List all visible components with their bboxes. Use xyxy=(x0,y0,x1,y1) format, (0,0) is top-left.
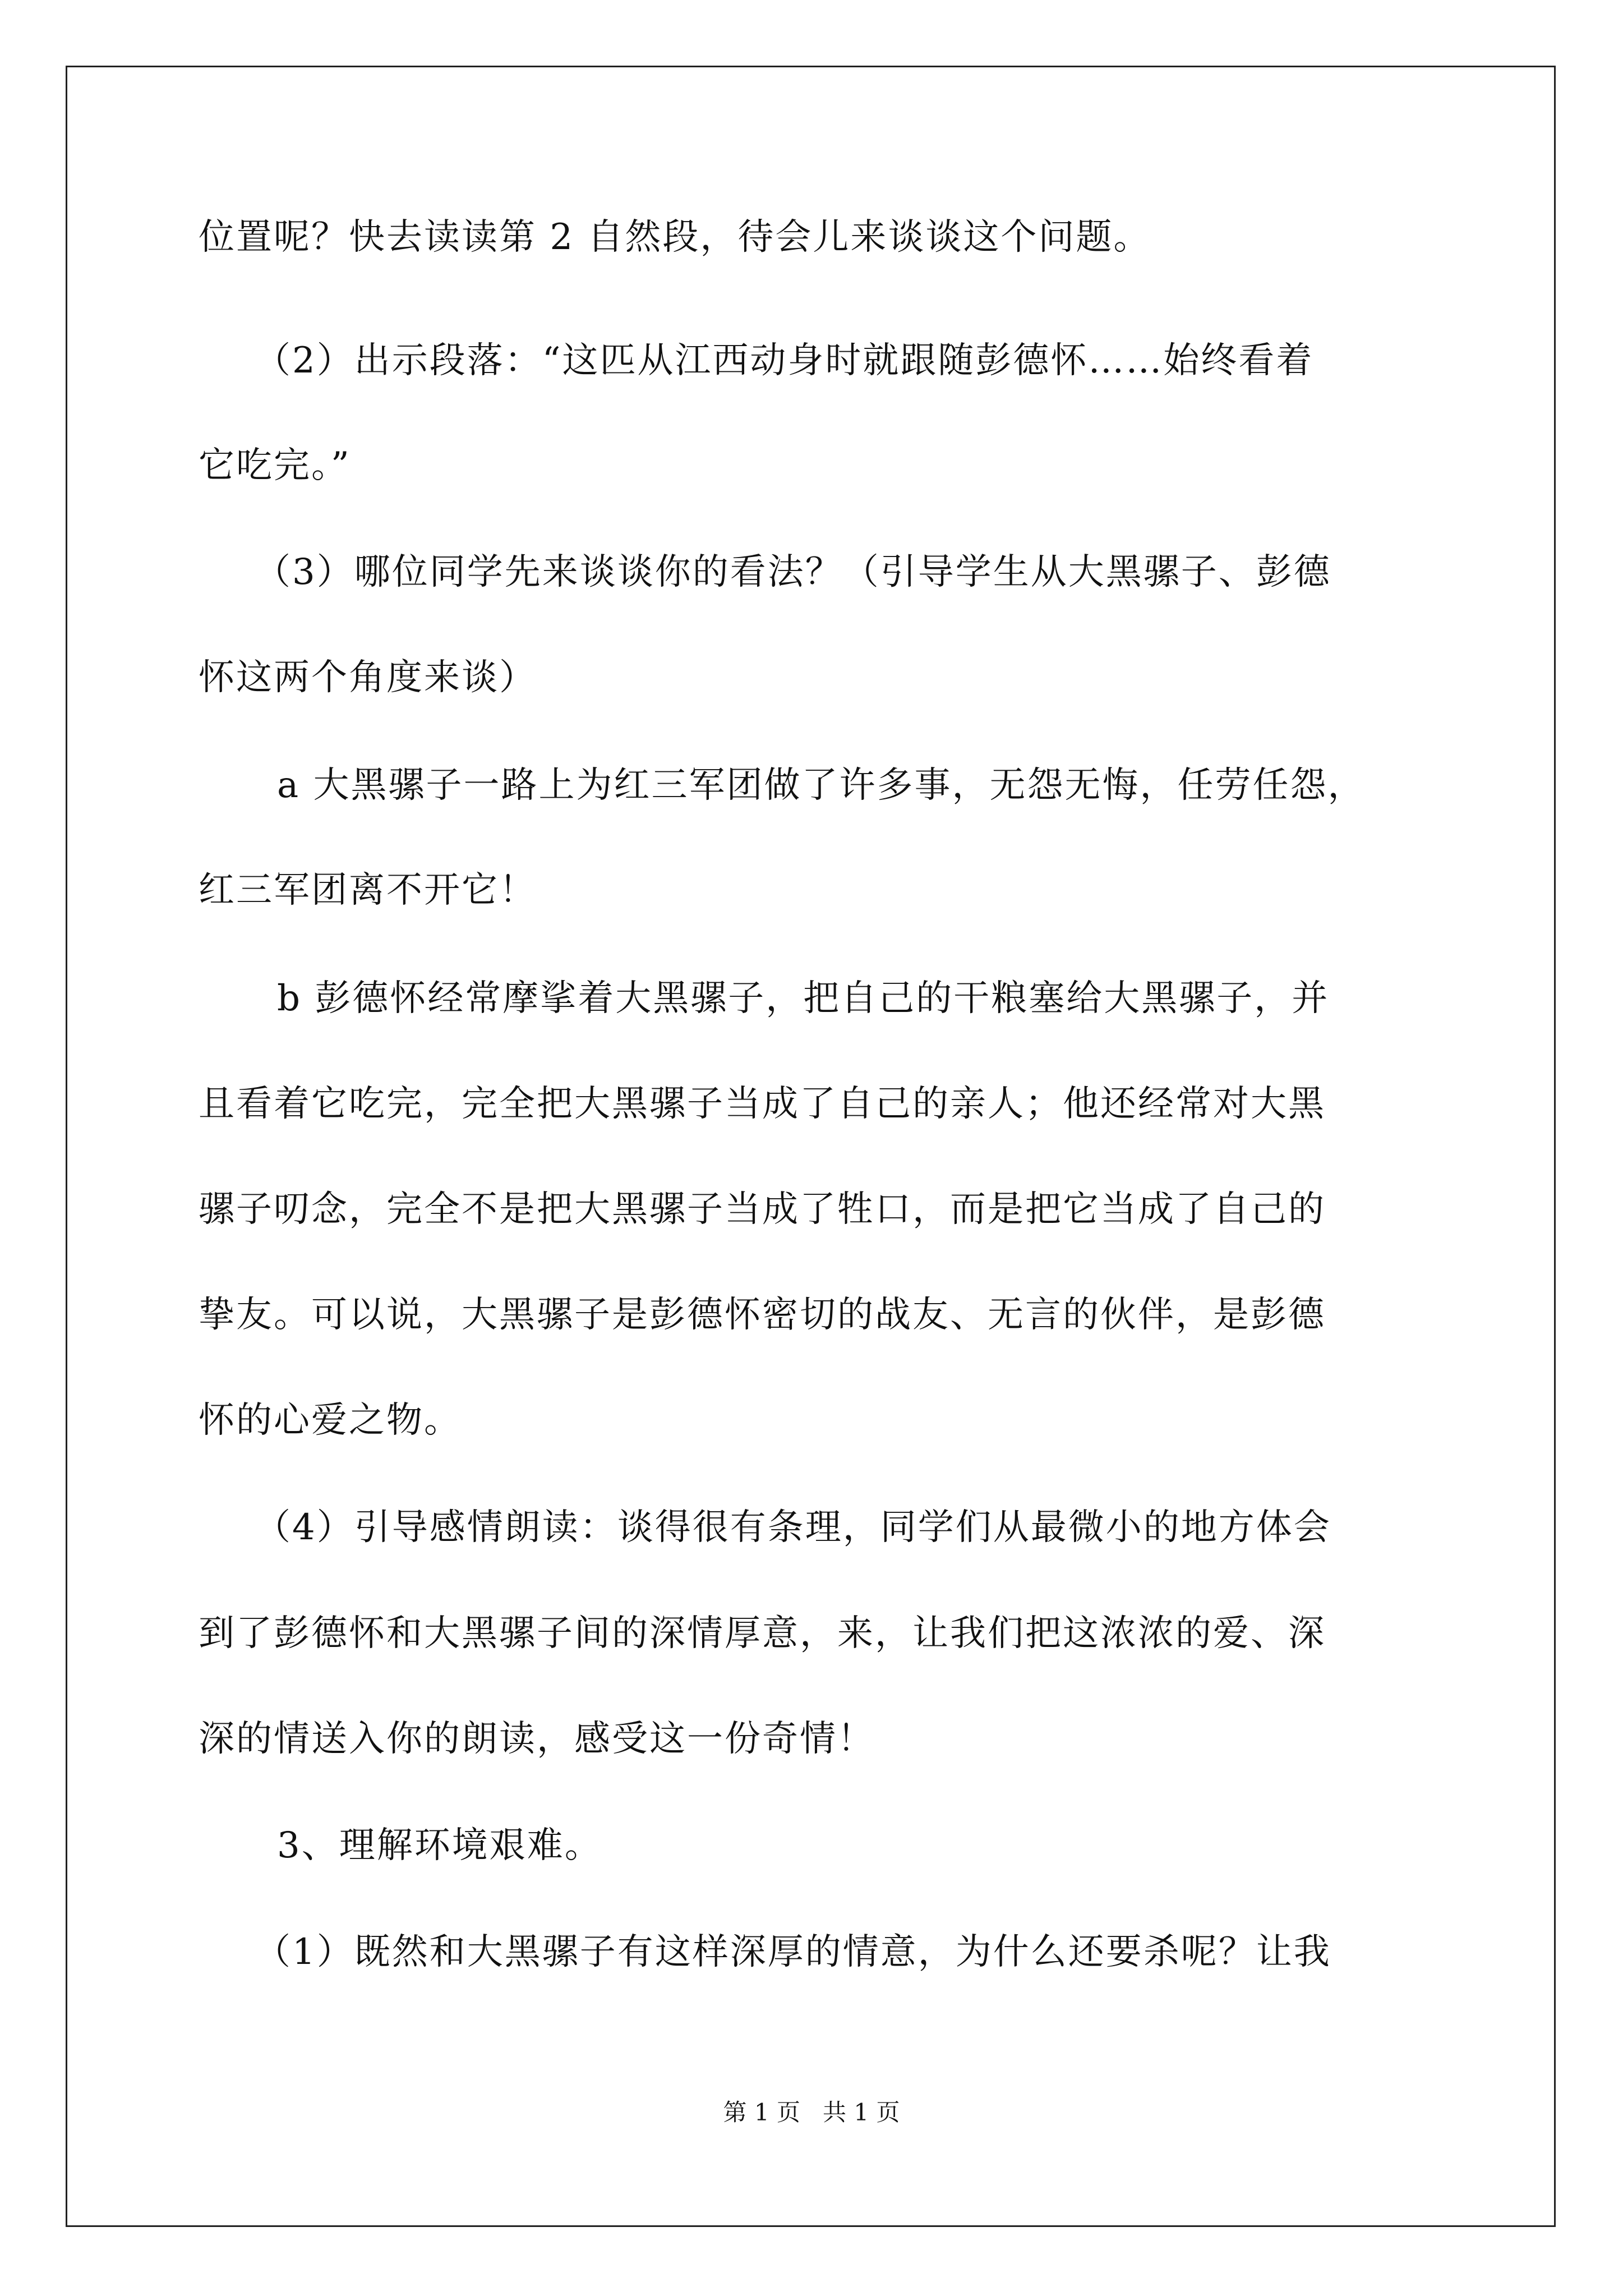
text-line: （2）出示段落：“这匹从江西动身时就跟随彭德怀……始终看着 xyxy=(255,340,1314,381)
text-line: 挚友。可以说，大黑骡子是彭德怀密切的战友、无言的伙伴，是彭德 xyxy=(199,1294,1326,1336)
text-line: 红三军团离不开它！ xyxy=(199,869,537,911)
text-line: b 彭德怀经常摩挲着大黑骡子，把自己的干粮塞给大黑骡子，并 xyxy=(277,978,1330,1019)
text-line: （1）既然和大黑骡子有这样深厚的情意，为什么还要杀呢？让我 xyxy=(255,1931,1331,1973)
text-line: a 大黑骡子一路上为红三军团做了许多事，无怨无悔，任劳任怨， xyxy=(277,765,1366,806)
text-line: 到了彭德怀和大黑骡子间的深情厚意，来，让我们把这浓浓的爱、深 xyxy=(199,1613,1326,1654)
page-border xyxy=(66,66,1556,2227)
text-line: （4）引导感情朗读：谈得很有条理，同学们从最微小的地方体会 xyxy=(255,1507,1331,1548)
text-line: 怀这两个角度来谈） xyxy=(199,657,537,698)
text-line: 怀的心爱之物。 xyxy=(199,1400,462,1441)
text-line: 3、理解环境艰难。 xyxy=(277,1825,602,1866)
text-line: 它吃完。” xyxy=(199,445,351,486)
text-line: （3）哪位同学先来谈谈你的看法？（引导学生从大黑骡子、彭德 xyxy=(255,551,1331,593)
text-line: 深的情送入你的朗读，感受这一份奇情！ xyxy=(199,1718,875,1760)
text-line: 骡子叨念，完全不是把大黑骡子当成了牲口，而是把它当成了自己的 xyxy=(199,1189,1326,1230)
page-footer: 第 1 页 共 1 页 xyxy=(723,2099,900,2126)
text-line: 且看着它吃完，完全把大黑骡子当成了自己的亲人；他还经常对大黑 xyxy=(199,1083,1326,1125)
text-line: 位置呢？快去读读第 2 自然段，待会儿来谈谈这个问题。 xyxy=(199,217,1151,258)
